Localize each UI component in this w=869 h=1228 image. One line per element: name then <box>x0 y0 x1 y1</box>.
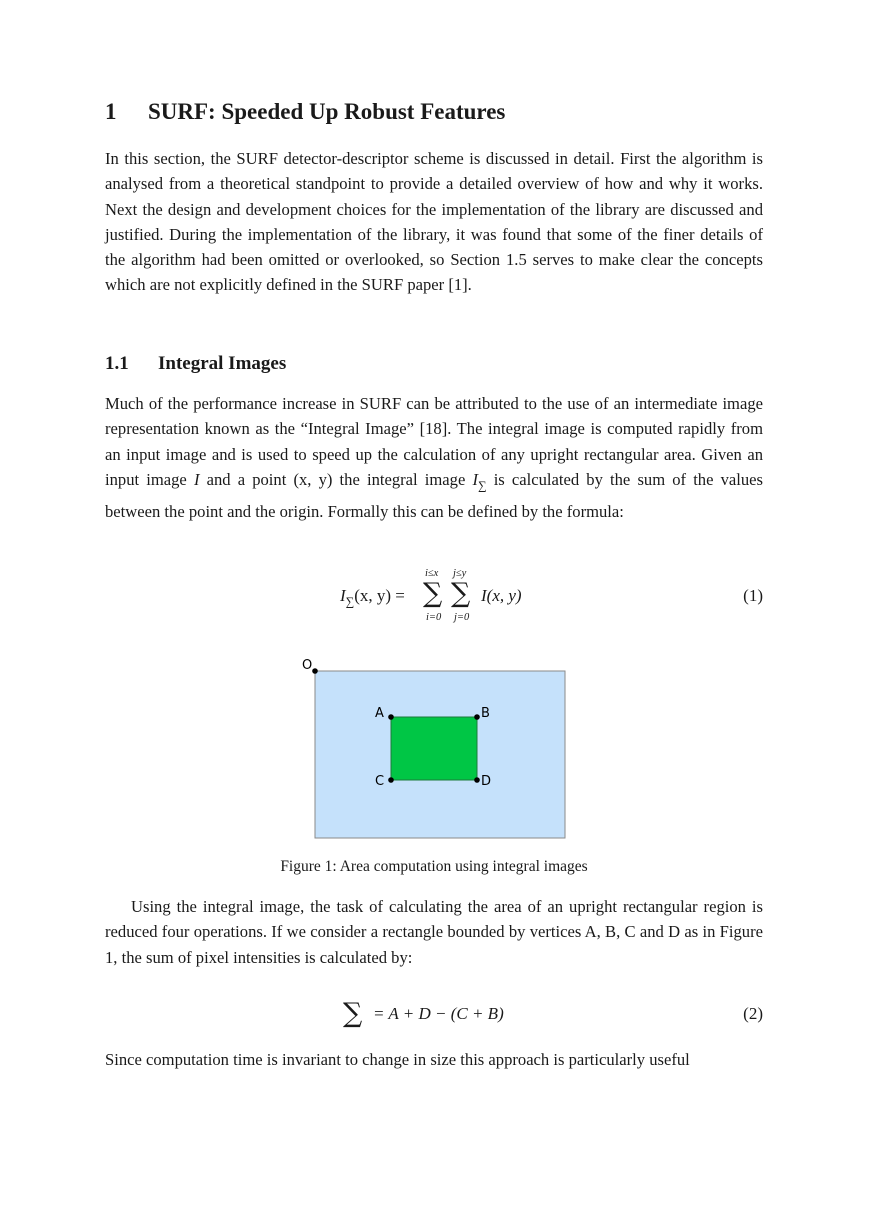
equation-1-number: (1) <box>743 586 763 605</box>
equation-1-lhs: $I_\sum(x$, y) = <box>340 586 405 609</box>
figure-1 <box>298 652 578 847</box>
section-heading <box>105 99 505 125</box>
para1-text-b: and a point <box>199 469 294 489</box>
para1-text-c: the integral image <box>332 469 473 489</box>
area-rect <box>391 717 477 780</box>
section-title: SURF: Speeded Up Robust Features <box>148 99 506 124</box>
equation-2 <box>105 998 763 1034</box>
section-number: 1 <box>105 99 117 124</box>
vertex-c-label: C <box>375 774 385 789</box>
invariance-paragraph: Since computation time is invariant to change in size this approach is particularly useful <box>105 1050 690 1069</box>
para1-text-a: Much of the performance increase in SURF can be attributed to the use of an intermediate image representation known as the “Integral Image” [18]. The integral image is computed rapidly from an input image and is used to speed up the calculation of any upright rectangular area. Given an input image <box>105 394 763 489</box>
subsection-title: Integral Images <box>158 353 287 374</box>
point-xy: (x, y) <box>293 469 333 489</box>
vertex-d-label: D <box>481 774 492 789</box>
equation-1-rhs: I(x, y) <box>481 586 522 605</box>
vertex-c-point <box>388 777 394 783</box>
equation-2-sum: ∑ <box>343 998 363 1029</box>
vertex-b-point <box>474 714 480 720</box>
sum-j: j≤y ∑ j=0 <box>451 568 471 623</box>
equation-2-rhs: = A + D − (C + B) <box>373 1004 504 1023</box>
var-Isum: $I_\sum$ <box>472 469 487 493</box>
equation-1 <box>105 568 763 628</box>
figure-1-caption: Figure 1: Area computation using integral images <box>280 858 588 875</box>
subsection-number: 1.1 <box>105 353 129 374</box>
integral-image-paragraph <box>105 391 763 524</box>
var-I: I <box>193 469 200 489</box>
origin-label: O <box>302 658 313 673</box>
vertex-b-label: B <box>481 706 490 721</box>
sum-i: i≤x ∑ i=0 <box>423 568 443 623</box>
section-intro-paragraph: In this section, the SURF detector-descriptor scheme is discussed in detail. First the algorithm is analysed from a theoretical standpoint to provide a detailed overview of how and why it works. Next the design and development choices for the implementation of the library are discussed and justified. During the implementation of the library, it was found that some of the finer details of the algorithm had been omitted or overlooked, so Section 1.5 serves to make clear the concepts which are not explicitly defined in the SURF paper [1]. <box>105 149 763 295</box>
integral-image-diagram <box>298 652 578 847</box>
area-paragraph: Using the integral image, the task of calculating the area of an upright rectangular region is reduced four operations. If we consider a rectangle bounded by vertices A, B, C and D as in Figure 1, the sum of pixel intensities is calculated by: <box>105 897 763 967</box>
subsection-heading <box>105 353 286 375</box>
para1-text-d: is calculated by the sum of the values between the point and the origin. Formally this can be defined by the formula: <box>105 469 764 521</box>
vertex-a-label: A <box>375 706 384 721</box>
vertex-d-point <box>474 777 480 783</box>
origin-point <box>312 668 318 674</box>
equation-2-number: (2) <box>743 1004 763 1023</box>
vertex-a-point <box>388 714 394 720</box>
